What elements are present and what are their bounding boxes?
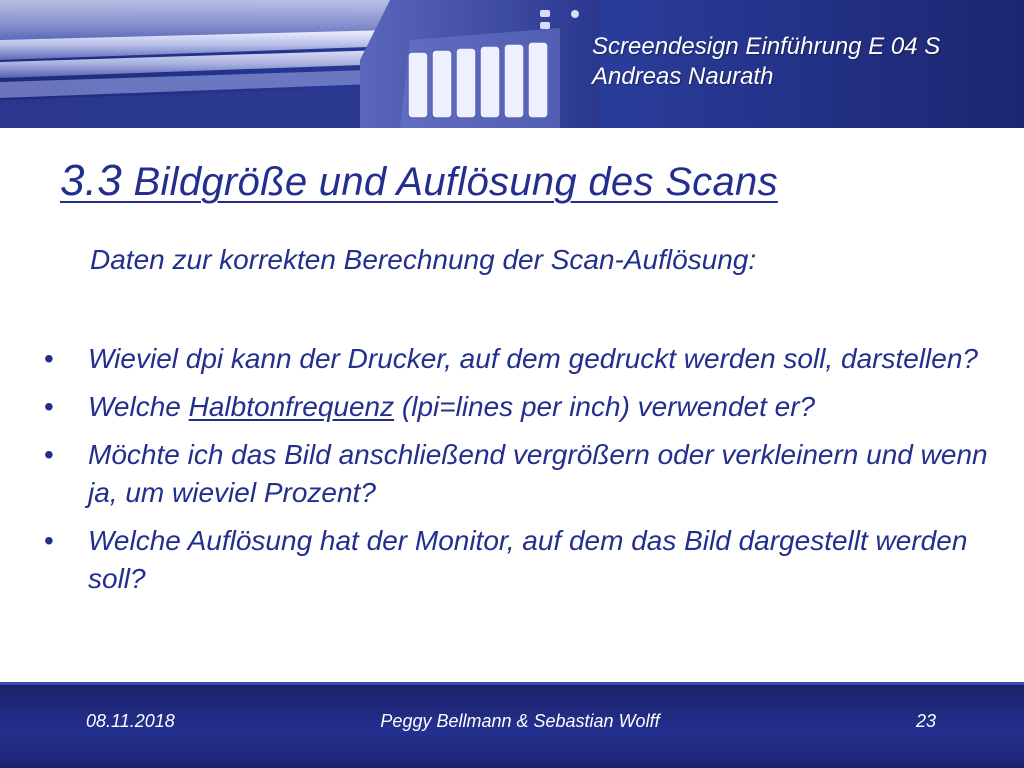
intro-text: Daten zur korrekten Berechnung der Scan-Auflösung: [90,244,757,275]
bullet-dot-icon: • [44,391,54,422]
halbtonfrequenz-link[interactable]: Halbtonfrequenz [188,391,395,422]
bullet-item-scaling [44,436,994,512]
bullet-text: Welche Auflösung hat der Monitor, auf dem das Bild dargestellt werden soll? [88,525,968,594]
title-number: 3.3 [60,156,123,205]
bullet-dot-icon: • [44,525,54,556]
bullet-text-before: Welche [88,391,189,422]
bullet-dot-icon: • [44,439,54,470]
footer-page-number: 23 [916,711,937,731]
bullet-item-printer-dpi [44,340,994,378]
bullet-item-monitor [44,522,994,598]
header-course-info [592,32,940,92]
bullet-item-halftone [44,388,994,426]
footer-bar [0,682,1024,768]
bullet-dot-icon: • [44,343,54,374]
title-text: Bildgröße und Auflösung des Scans [122,160,778,204]
bullet-text: Möchte ich das Bild anschließend vergrößern oder verkleinern und wenn ja, um wieviel Prozent? [88,439,988,508]
bullet-text: Wieviel dpi kann der Drucker, auf dem gedruckt werden soll, darstellen? [88,343,978,374]
header-course-title: Screendesign Einführung E 04 S [592,33,941,60]
header-author: Andreas Naurath [592,63,774,90]
wide-format-printer-illustration [0,0,600,128]
slide-title [60,156,778,206]
bullet-list [44,340,994,608]
footer-author: Peggy Bellmann & Sebastian Wolff [380,711,660,731]
bullet-text-after: (lpi=lines per inch) verwendet er? [394,391,816,422]
footer-date: 08.11.2018 [86,711,175,731]
header-banner [0,0,1024,128]
